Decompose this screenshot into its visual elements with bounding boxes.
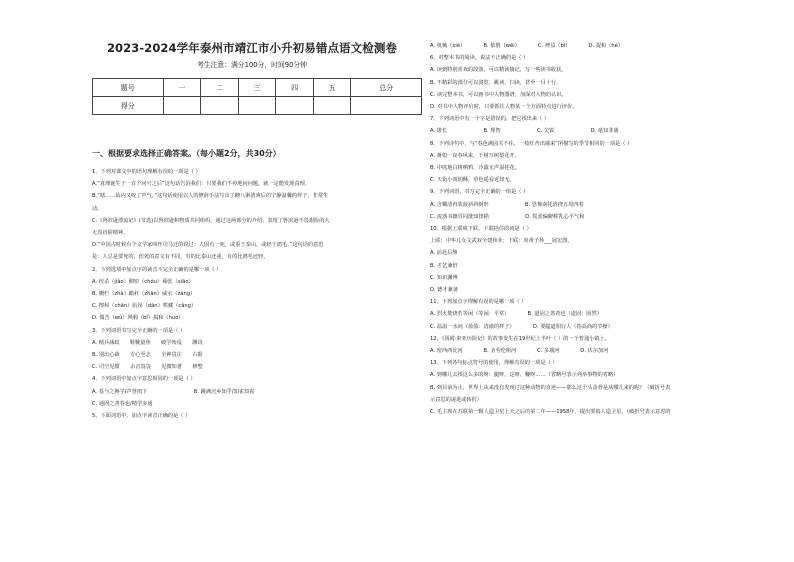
question-text-line: 6、对整本书的阅读，说法不正确的是（ ） — [430, 55, 529, 62]
question-text-line: A. 精兵减政 鞋靴量焦 破学殆役 渊讯 — [92, 339, 203, 346]
exam-title: 2023-2024学年泰州市靖江市小升初易错点语文检测卷 — [106, 41, 398, 55]
score-header-cell: 总分 — [351, 79, 422, 97]
question-text-line: 3、下列词语书写完全正确的一项是（ ） — [92, 327, 186, 334]
question-text-line: A. 锥长 B. 理智 C. 尖锐 D. 毫知菲蒲 — [430, 128, 619, 135]
score-cell[interactable] — [238, 97, 276, 115]
score-cell[interactable] — [201, 97, 239, 115]
question-text-line: D.“中国古时候有个文学家叫作司马迁的说过：人固有一死，或重于泰山，或轻于鸿毛。”这句话的意思 — [92, 242, 324, 249]
question-text-line: D. 僵苦（wù）殃嗝（bǐ）损和（huo） — [92, 315, 184, 322]
question-text-line: 5、下面词语中，加点字读音正确的是（ ） — [92, 413, 191, 420]
question-text-line: 7、下列词语中有一个字是错误的，把它找出来（ ） — [430, 116, 550, 123]
question-text-line: A. 基与之换学/声誉雨下 B. 跳满沉乡知乎/知雀知雀 — [92, 388, 255, 395]
question-text-line: C. 司空见惯 余音袅袅 见微知著 修整 — [92, 364, 203, 371]
section-heading: 一、根据要求选择正确答案。（每小题2分，共30分） — [92, 149, 281, 158]
question-text-line: C. 通固之善春也/精学多通 — [92, 400, 153, 407]
question-text-line: 4、下列词语中加点字意思相同的一项是（ ） — [92, 376, 196, 383]
question-text-line: 示意思的递进或转折） — [430, 396, 482, 403]
question-text-line: C. 天街小雨润酥，草色遥看近却无。 — [430, 177, 515, 184]
question-text-line: C. 温温一水间（盈盈：清澈的样子） D. 要隘道相行人（指高尚的节操） — [430, 323, 613, 330]
question-text-line: A. 含糊清冉装菠斜斜倒形 B. 恐怖南托清挠五周四着 — [430, 201, 584, 208]
score-header-cell: 五 — [313, 79, 351, 97]
question-text-line: 11、下列加点字理解有误的是哪一项（ ） — [430, 299, 527, 306]
question-text-line: 13、下列各句标点符号的使用，理解有误的一项是（ ） — [430, 360, 558, 367]
question-text-line: D. 对书中人物评价时，只要抓住人物某一个方面特点进行评价。 — [430, 104, 578, 111]
question-text-line: 无畏冒险精神。 — [92, 230, 129, 237]
question-text-line: A. 烈火焚烧若等闲（等闲：平常） B. 道固之善者也（道固：固然） — [430, 311, 602, 318]
question-text-line: A. 机械（xiè） B. 依偎（wēi） C. 裨益（bì） D. 提和（hé） — [430, 43, 624, 49]
question-text-line: C.《鲁滨逊漂流记》(节选)以鲁滨逊和物质共同组织，通过这两部分的介绍，表现了鲁滨逊不畏艰险的大 — [92, 217, 330, 224]
question-text-line: 2、下列选项中加点字的读音不完全正确的是哪一项（ ） — [92, 266, 222, 273]
question-text-line: 8、下列诗句中，与“春色满园关不住，一枝红杏出墙来”所描写的季节相同的一项是（ ） — [430, 140, 633, 147]
question-text-line: 是：人总是要死的，但死的意义有不同，有的比泰山还重，有的比鸿毛还轻。 — [92, 254, 269, 261]
score-cell[interactable] — [313, 97, 351, 115]
score-cell[interactable] — [276, 97, 314, 115]
question-text-line: C. 流落书籍冒同涨知排描 D. 慌张偏僻鞋乳心平气和 — [430, 213, 585, 220]
question-text-line: B. 中庭地白树栖鸦，冷露无声湿桂花。 — [430, 165, 520, 172]
question-text-line: B.“嗐……钻内又咬了声气。”这句话使用以人的修辞手法写出了糖八粥清爽后的宁静温馨的样子，非常生 — [92, 193, 329, 200]
score-header-cell: 题号 — [93, 79, 164, 97]
question-text-line: B. 才艺兼倍 — [430, 262, 458, 269]
question-text-line: C. 读完整本书，可以画书中人物图谱，加深对人物的认识。 — [430, 91, 567, 98]
question-text-line: D. 德才兼备 — [430, 287, 459, 294]
score-header-cell: 一 — [163, 79, 201, 97]
question-text-line: C. 毛主席在苏联第一颗人造卫星上天之后的第二年——1958年，提出要搞人造卫星。（破折号表示意思的 — [430, 409, 671, 416]
question-text-line: 9、下列词语，书写完全正确的一组是（ ） — [430, 189, 529, 196]
question-text-line: 1、下列对课文中的语句理解有误的一项是（ ） — [92, 169, 201, 175]
question-text-line: B. 栅栏（zhà）蜡秆（zhān）威水（zāng） — [92, 291, 196, 298]
score-cell[interactable] — [163, 97, 201, 115]
score-header-cell: 三 — [238, 79, 276, 97]
question-text-line: A. 读到特别喜欢的段落，可以精读摘记，写一些读书收获。 — [430, 67, 567, 74]
score-header-cell: 四 — [276, 79, 314, 97]
question-text-line: B. 别出心裁 专心至志 全神贯注 占据 — [92, 352, 203, 359]
right-question-list — [430, 40, 770, 418]
question-text-line: 上联：中华儿女文武双全建伟业；下联：炎黄子孙___展宏图。 — [430, 238, 573, 245]
exam-subtitle: 考生注意：满分100分，时间90分钟 — [197, 61, 307, 69]
question-text-line: 动。 — [92, 205, 103, 212]
score-header-cell: 二 — [201, 79, 239, 97]
question-text-line: A. 到哪儿去找这么多的呀：腿呀、这呀、鞭呀……（省略号表示列举事物的省略） — [430, 372, 619, 379]
question-text-line: A. 密西西比河 B. 圣劳伦斯河 C. 多瑙河 D. 伏尔加河 — [430, 348, 609, 355]
question-text-line: A.“真理诞生于一百个问号之后”这句话告诉我们：只要我们不停地问问题，就一定能发现真理。 — [92, 181, 310, 188]
question-text-line: A. 绞杀（jiǎo）稠密（chóu）蓦张（xiāo） — [92, 278, 194, 285]
question-text-line: B. 不精彩的部分可以浏览、跳读，扫读，甚至一目十行。 — [430, 79, 562, 86]
score-cell[interactable] — [351, 97, 422, 115]
score-row-label: 得分 — [93, 97, 164, 115]
score-table-score-row — [93, 97, 422, 115]
score-table-header-row — [93, 79, 422, 97]
question-text-line: C. 擦和（chān）肮误（dān）哄藏（cāng） — [92, 303, 197, 310]
question-text-line: 12、《汤姆·索亚历险记》的故事发生在19世纪上半叶（ ）的一个普通小镇上。 — [430, 335, 610, 342]
question-text-line: 10、根据上联填下联，下联括住的词是（ ） — [430, 226, 532, 233]
question-text-line: B. 到目前为止，世界上从来没有发现过这种动物的直迹——那么这个头盖骨是从哪儿来的呢？（破折号表 — [430, 384, 671, 391]
question-text-line: A. 蒋如一夜春风来，千树万树梨花开。 — [430, 152, 520, 159]
question-text-line: A. 前赴后继 — [430, 250, 458, 257]
score-table — [92, 78, 422, 115]
left-question-list — [92, 166, 422, 422]
question-text-line: C. 知识渊博 — [430, 274, 458, 281]
